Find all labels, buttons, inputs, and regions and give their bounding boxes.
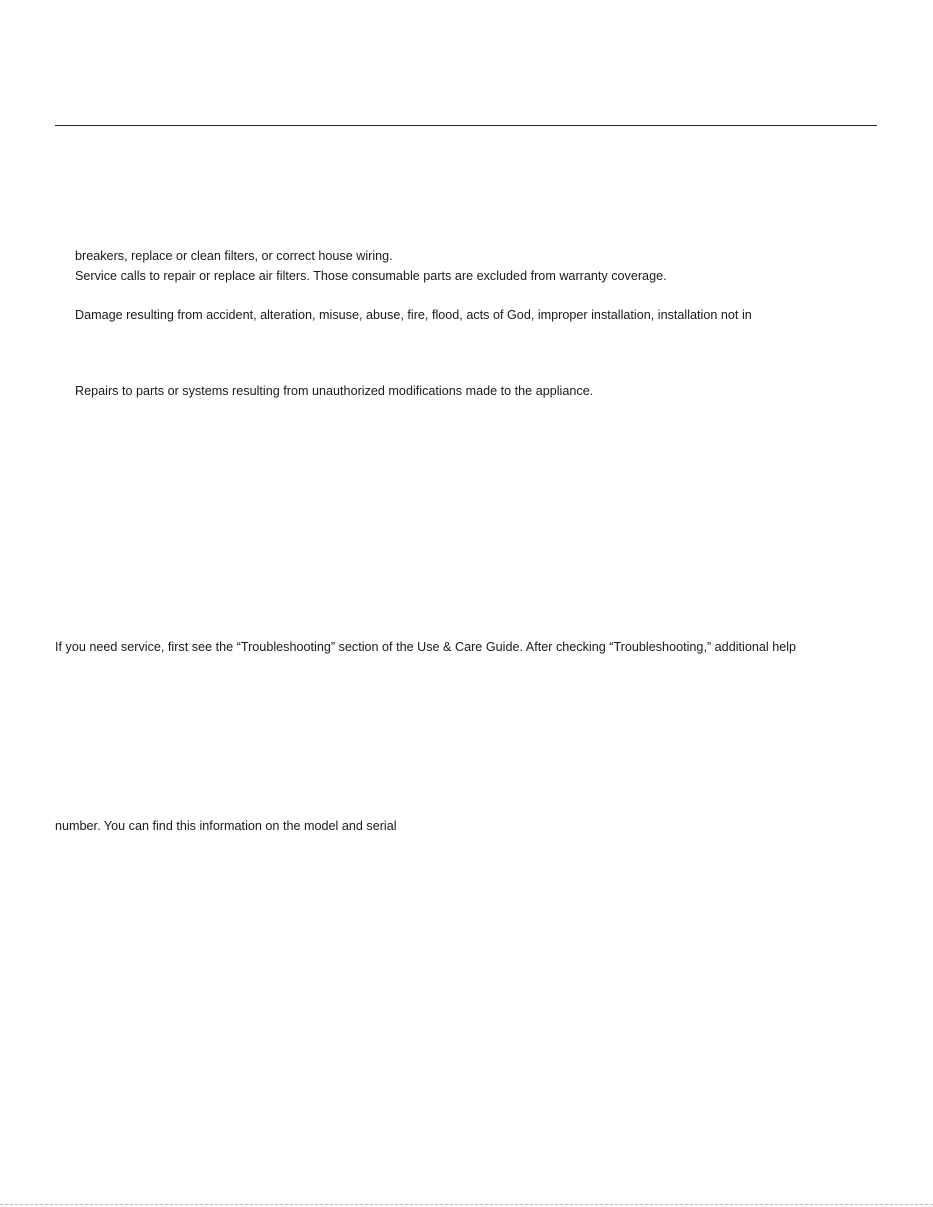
exclusion-line-breakers: breakers, replace or clean filters, or correct house wiring. bbox=[75, 249, 393, 263]
exclusion-line-air-filters: Service calls to repair or replace air filters. Those consumable parts are excluded from warranty coverage. bbox=[75, 269, 667, 283]
exclusion-line-damage: Damage resulting from accident, alteration, misuse, abuse, fire, flood, acts of God, improper installation, installation not in bbox=[75, 308, 752, 322]
header-divider bbox=[55, 125, 877, 126]
exclusion-line-modifications: Repairs to parts or systems resulting from unauthorized modifications made to the appliance. bbox=[75, 384, 594, 398]
service-intro-text: If you need service, first see the “Troubleshooting” section of the Use & Care Guide. After checking “Troubleshooting,” additional help bbox=[55, 640, 797, 654]
page-bottom-edge bbox=[0, 1204, 933, 1205]
service-model-info-text: number. You can find this information on the model and serial bbox=[55, 819, 397, 833]
